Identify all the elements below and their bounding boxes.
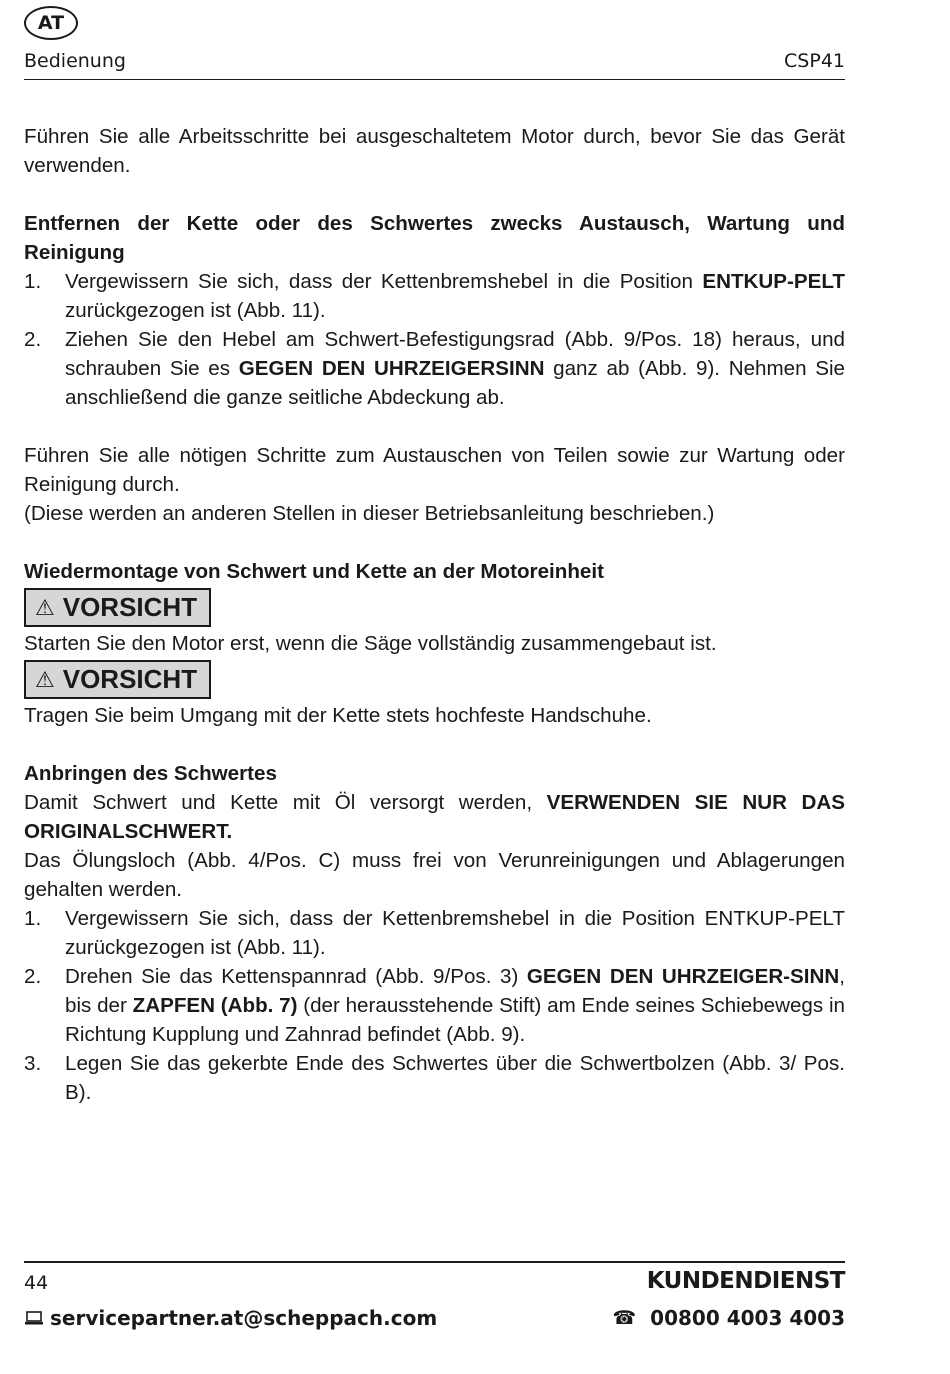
step-text: Vergewissern Sie sich, dass der Kettenbremshebel in die Position ENTKUP-PELT zurückgezogen ist (Abb. 11). [65, 907, 845, 959]
section1-steps [24, 267, 845, 412]
list-item [24, 904, 845, 962]
step-number: 2. [24, 965, 42, 988]
step-text: Drehen Sie das Kettenspannrad (Abb. 9/Pos. 3) [65, 965, 527, 988]
laptop-icon [24, 1310, 44, 1326]
step-text: Ziehen Sie den Hebel am Schwert-Befestigungsrad (Abb. 9/Pos. 18) heraus, und schrauben Sie es [65, 328, 845, 380]
list-item [24, 267, 845, 325]
step-emphasis: ENTKUP-PELT [702, 270, 845, 293]
page-number: 44 [24, 1272, 49, 1294]
caution-box [24, 588, 211, 627]
oil-hole-paragraph: Das Ölungsloch (Abb. 4/Pos. C) muss frei von Verunreinigungen und Ablagerungen gehalten werden. [24, 849, 845, 901]
maintenance-paragraph: Führen Sie alle nötigen Schritte zum Austauschen von Teilen sowie zur Wartung oder Reinigung durch. [24, 444, 845, 496]
step-number: 1. [24, 907, 42, 930]
section2-heading: Wiedermontage von Schwert und Kette an der Motoreinheit [24, 560, 604, 583]
list-item [24, 962, 845, 1049]
section3-steps [24, 904, 845, 1107]
caution-label: VORSICHT [62, 664, 198, 694]
paragraph-emphasis: VERWENDEN SIE NUR DAS ORIGINALSCHWERT. [24, 791, 846, 843]
service-title: KUNDENDIENST [646, 1268, 845, 1294]
service-phone [612, 1306, 845, 1330]
paragraph-text: Damit Schwert und Kette mit Öl versorgt werden, [24, 791, 547, 814]
country-code: AT [37, 12, 65, 34]
warning-triangle-icon: ⚠ [35, 667, 55, 692]
step-text: Legen Sie das gekerbte Ende des Schwertes über die Schwertbolzen (Abb. 3/ Pos. B). [65, 1052, 845, 1104]
step-text: ganz ab (Abb. 9). Nehmen Sie anschließend die ganze seitliche Abdeckung ab. [65, 357, 845, 409]
step-number: 1. [24, 270, 42, 293]
intro-paragraph: Führen Sie alle Arbeitsschritte bei ausgeschaltetem Motor durch, bevor Sie das Gerät verwenden. [24, 125, 845, 177]
step-emphasis: GEGEN DEN UHRZEIGERSINN [238, 357, 545, 380]
manual-page [24, 0, 845, 1374]
step-number: 3. [24, 1052, 42, 1075]
caution-text: Tragen Sie beim Umgang mit der Kette stets hochfeste Handschuhe. [24, 704, 652, 727]
section1-heading: Entfernen der Kette oder des Schwertes zwecks Austausch, Wartung und Reinigung [24, 212, 845, 264]
step-emphasis: ZAPFEN (Abb. 7) [132, 994, 298, 1017]
warning-triangle-icon: ⚠ [35, 595, 55, 620]
caution-box [24, 660, 211, 699]
step-text: , bis der [65, 965, 845, 1017]
page-body [24, 122, 845, 1107]
step-text: zurückgezogen ist (Abb. 11). [65, 299, 326, 322]
step-emphasis: GEGEN DEN UHRZEIGER-SINN [526, 965, 840, 988]
list-item [24, 1049, 845, 1107]
section3-heading: Anbringen des Schwertes [24, 762, 277, 785]
step-number: 2. [24, 328, 42, 351]
footer-divider [24, 1261, 845, 1263]
maintenance-note: (Diese werden an anderen Stellen in dieser Betriebsanleitung beschrieben.) [24, 502, 715, 525]
email-address[interactable]: servicepartner.at@scheppach.com [50, 1306, 438, 1330]
step-text: Vergewissern Sie sich, dass der Kettenbremshebel in die Position [65, 270, 703, 293]
model-number: CSP41 [784, 50, 845, 72]
caution-text: Starten Sie den Motor erst, wenn die Säge vollständig zusammengebaut ist. [24, 632, 717, 655]
bar-oil-paragraph [24, 788, 845, 846]
service-email [24, 1306, 437, 1330]
list-item [24, 325, 845, 412]
step-text: (der herausstehende Stift) am Ende seines Schiebewegs in Richtung Kupplung und Zahnrad befindet (Abb. 9). [65, 994, 845, 1046]
country-badge [24, 6, 78, 40]
phone-number[interactable]: 00800 4003 4003 [650, 1306, 845, 1330]
header-divider [24, 79, 845, 80]
section-title: Bedienung [24, 50, 126, 72]
telephone-icon: ☎ [612, 1307, 637, 1329]
caution-label: VORSICHT [62, 592, 198, 622]
